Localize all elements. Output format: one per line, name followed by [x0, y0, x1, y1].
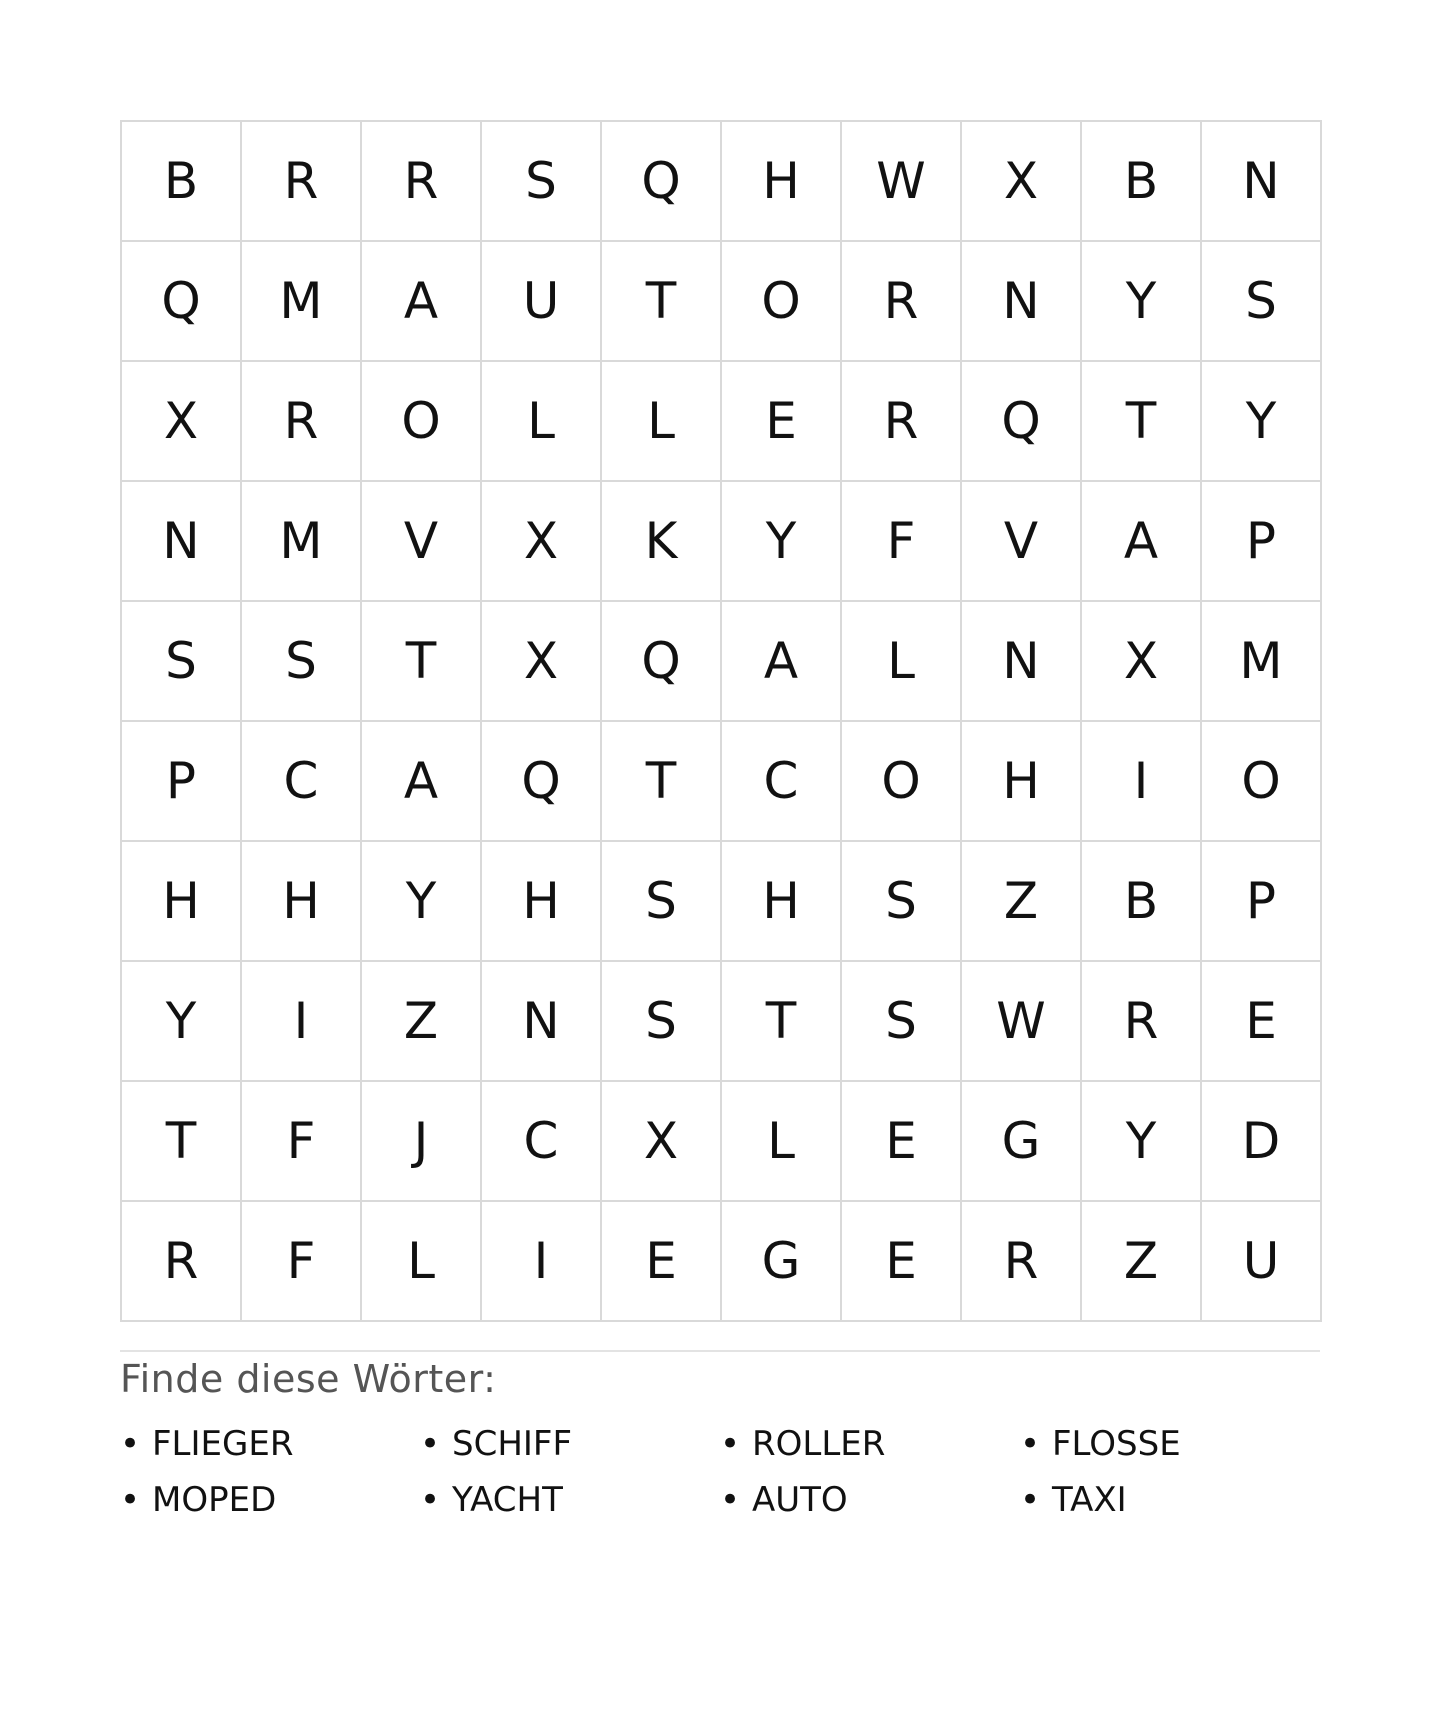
grid-cell[interactable]: T: [122, 1082, 242, 1202]
grid-cell[interactable]: M: [242, 242, 362, 362]
grid-cell[interactable]: E: [842, 1202, 962, 1322]
bullet-icon: •: [120, 1480, 141, 1520]
grid-cell[interactable]: L: [362, 1202, 482, 1322]
grid-cell[interactable]: Y: [122, 962, 242, 1082]
grid-cell[interactable]: Q: [602, 122, 722, 242]
word-list-item: [420, 1472, 720, 1528]
grid-cell[interactable]: K: [602, 482, 722, 602]
grid-cell[interactable]: Q: [962, 362, 1082, 482]
grid-cell[interactable]: F: [242, 1202, 362, 1322]
bullet-icon: •: [720, 1480, 741, 1520]
grid-cell[interactable]: P: [1202, 842, 1322, 962]
grid-cell[interactable]: I: [1082, 722, 1202, 842]
grid-cell[interactable]: W: [962, 962, 1082, 1082]
grid-cell[interactable]: H: [122, 842, 242, 962]
word-list-title: Finde diese Wörter:: [120, 1357, 497, 1401]
grid-cell[interactable]: A: [1082, 482, 1202, 602]
bullet-icon: •: [1020, 1424, 1041, 1464]
grid-cell[interactable]: O: [842, 722, 962, 842]
grid-cell[interactable]: X: [482, 602, 602, 722]
letter-grid: [120, 120, 1322, 1322]
grid-cell[interactable]: X: [1082, 602, 1202, 722]
grid-cell[interactable]: W: [842, 122, 962, 242]
grid-cell[interactable]: L: [602, 362, 722, 482]
word-list-item: [120, 1472, 420, 1528]
word-label: TAXI: [1052, 1480, 1127, 1520]
grid-cell[interactable]: Q: [482, 722, 602, 842]
grid-cell[interactable]: N: [122, 482, 242, 602]
grid-cell[interactable]: B: [1082, 122, 1202, 242]
word-label: MOPED: [152, 1480, 277, 1520]
grid-cell[interactable]: F: [842, 482, 962, 602]
grid-cell[interactable]: C: [722, 722, 842, 842]
grid-cell[interactable]: A: [362, 722, 482, 842]
grid-cell[interactable]: E: [722, 362, 842, 482]
grid-cell[interactable]: U: [482, 242, 602, 362]
grid-cell[interactable]: Y: [1202, 362, 1322, 482]
grid-cell[interactable]: S: [602, 962, 722, 1082]
grid-cell[interactable]: M: [242, 482, 362, 602]
grid-cell[interactable]: X: [482, 482, 602, 602]
grid-cell[interactable]: Z: [1082, 1202, 1202, 1322]
grid-cell[interactable]: N: [962, 242, 1082, 362]
grid-cell[interactable]: Z: [962, 842, 1082, 962]
grid-cell[interactable]: R: [362, 122, 482, 242]
grid-cell[interactable]: S: [602, 842, 722, 962]
grid-cell[interactable]: H: [722, 122, 842, 242]
grid-cell[interactable]: U: [1202, 1202, 1322, 1322]
word-list: [120, 1416, 1320, 1528]
grid-cell[interactable]: F: [242, 1082, 362, 1202]
word-list-item: [1020, 1472, 1320, 1528]
grid-cell[interactable]: R: [122, 1202, 242, 1322]
grid-cell[interactable]: A: [722, 602, 842, 722]
grid-cell[interactable]: R: [1082, 962, 1202, 1082]
word-list-item: [720, 1472, 1020, 1528]
word-label: YACHT: [452, 1480, 563, 1520]
grid-cell[interactable]: I: [242, 962, 362, 1082]
grid-cell[interactable]: H: [242, 842, 362, 962]
word-list-item: [120, 1416, 420, 1472]
grid-cell[interactable]: S: [122, 602, 242, 722]
grid-cell[interactable]: B: [122, 122, 242, 242]
divider: [120, 1350, 1320, 1352]
grid-cell[interactable]: Z: [362, 962, 482, 1082]
grid-cell[interactable]: S: [242, 602, 362, 722]
grid-cell[interactable]: C: [482, 1082, 602, 1202]
bullet-icon: •: [420, 1424, 441, 1464]
grid-cell[interactable]: X: [602, 1082, 722, 1202]
grid-cell[interactable]: P: [122, 722, 242, 842]
grid-cell[interactable]: V: [362, 482, 482, 602]
grid-cell[interactable]: X: [962, 122, 1082, 242]
grid-cell[interactable]: O: [362, 362, 482, 482]
word-list-item: [1020, 1416, 1320, 1472]
bullet-icon: •: [120, 1424, 141, 1464]
grid-cell[interactable]: V: [962, 482, 1082, 602]
grid-cell[interactable]: Y: [1082, 1082, 1202, 1202]
grid-cell[interactable]: S: [842, 842, 962, 962]
grid-cell[interactable]: I: [482, 1202, 602, 1322]
word-list-item: [720, 1416, 1020, 1472]
grid-cell[interactable]: T: [362, 602, 482, 722]
grid-cell[interactable]: A: [362, 242, 482, 362]
word-list-item: [420, 1416, 720, 1472]
bullet-icon: •: [1020, 1480, 1041, 1520]
grid-cell[interactable]: R: [242, 362, 362, 482]
bullet-icon: •: [420, 1480, 441, 1520]
word-label: AUTO: [752, 1480, 848, 1520]
grid-cell[interactable]: S: [482, 122, 602, 242]
word-label: SCHIFF: [452, 1424, 573, 1464]
word-label: ROLLER: [752, 1424, 886, 1464]
grid-cell[interactable]: S: [1202, 242, 1322, 362]
grid-cell[interactable]: X: [122, 362, 242, 482]
grid-cell[interactable]: E: [602, 1202, 722, 1322]
grid-cell[interactable]: Y: [722, 482, 842, 602]
grid-cell[interactable]: E: [1202, 962, 1322, 1082]
grid-cell[interactable]: N: [482, 962, 602, 1082]
grid-cell[interactable]: B: [1082, 842, 1202, 962]
grid-cell[interactable]: R: [962, 1202, 1082, 1322]
grid-cell[interactable]: L: [722, 1082, 842, 1202]
grid-cell[interactable]: S: [842, 962, 962, 1082]
word-search-puzzle: [120, 120, 1320, 1528]
grid-cell[interactable]: N: [1202, 122, 1322, 242]
grid-cell[interactable]: L: [842, 602, 962, 722]
grid-cell[interactable]: H: [962, 722, 1082, 842]
grid-cell[interactable]: N: [962, 602, 1082, 722]
grid-cell[interactable]: R: [242, 122, 362, 242]
grid-cell[interactable]: R: [842, 242, 962, 362]
grid-cell[interactable]: M: [1202, 602, 1322, 722]
grid-cell[interactable]: Y: [1082, 242, 1202, 362]
grid-cell[interactable]: O: [1202, 722, 1322, 842]
grid-cell[interactable]: T: [722, 962, 842, 1082]
grid-cell[interactable]: D: [1202, 1082, 1322, 1202]
grid-cell[interactable]: Q: [602, 602, 722, 722]
grid-cell[interactable]: R: [842, 362, 962, 482]
grid-cell[interactable]: T: [1082, 362, 1202, 482]
grid-cell[interactable]: H: [482, 842, 602, 962]
word-label: FLIEGER: [152, 1424, 294, 1464]
grid-cell[interactable]: L: [482, 362, 602, 482]
grid-cell[interactable]: T: [602, 722, 722, 842]
grid-cell[interactable]: T: [602, 242, 722, 362]
grid-cell[interactable]: C: [242, 722, 362, 842]
grid-cell[interactable]: Q: [122, 242, 242, 362]
grid-cell[interactable]: J: [362, 1082, 482, 1202]
grid-cell[interactable]: H: [722, 842, 842, 962]
bullet-icon: •: [720, 1424, 741, 1464]
grid-cell[interactable]: G: [722, 1202, 842, 1322]
grid-cell[interactable]: E: [842, 1082, 962, 1202]
word-label: FLOSSE: [1052, 1424, 1181, 1464]
grid-cell[interactable]: O: [722, 242, 842, 362]
grid-cell[interactable]: P: [1202, 482, 1322, 602]
grid-cell[interactable]: G: [962, 1082, 1082, 1202]
grid-cell[interactable]: Y: [362, 842, 482, 962]
